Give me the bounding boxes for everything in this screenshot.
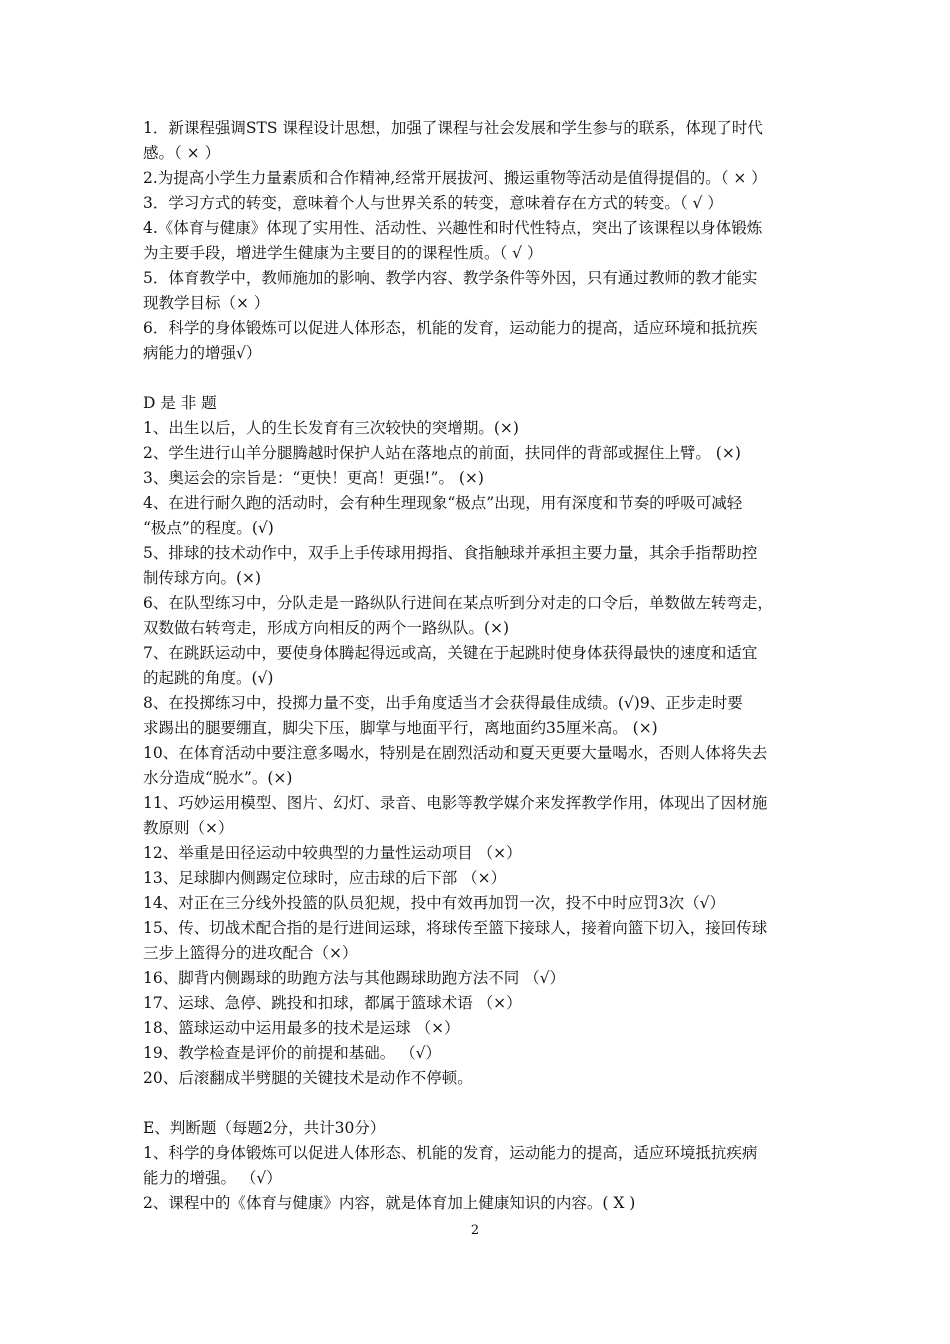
text-line: 12、举重是田径运动中较典型的力量性运动项目 （×） — [143, 844, 522, 862]
text-line: 10、在体育活动中要注意多喝水，特别是在剧烈活动和夏天更要大量喝水，否则人体将失去 — [143, 744, 768, 762]
text-line: 2、学生进行山羊分腿腾越时保护人站在落地点的前面，扶同伴的背部或握住上臂。 (×) — [143, 444, 741, 462]
text-line: 制传球方向。(×) — [143, 569, 262, 587]
text-line: 8、在投掷练习中，投掷力量不变，出手角度适当才会获得最佳成绩。(√)9、正步走时要 — [143, 694, 743, 712]
text-line: 15、传、切战术配合指的是行进间运球，将球传至篮下接球人，接着向篮下切入，接回传球 — [143, 919, 768, 937]
text-line: 2.为提高小学生力量素质和合作精神,经常开展拔河、搬运重物等活动是值得提倡的。（ × ） — [143, 169, 767, 187]
text-line: 的起跳的角度。(√) — [143, 669, 274, 687]
section-e — [143, 1116, 813, 1216]
text-line: 教原则（×） — [143, 819, 234, 837]
text-line: 19、教学检查是评价的前提和基础。 （√） — [143, 1044, 442, 1062]
text-line: 1、出生以后，人的生长发育有三次较快的突增期。(×) — [143, 419, 519, 437]
text-line: 4、在进行耐久跑的活动时，会有种生理现象“极点”出现，用有深度和节奏的呼吸可减轻 — [143, 494, 743, 512]
text-line: 14、对正在三分线外投篮的队员犯规，投中有效再加罚一次，投不中时应罚3次（√） — [143, 894, 725, 912]
text-line: 现教学目标（× ） — [143, 294, 270, 312]
text-line: 20、后滚翻成半劈腿的关键技术是动作不停顿。 — [143, 1069, 473, 1087]
text-line: 18、篮球运动中运用最多的技术是运球 （×） — [143, 1019, 460, 1037]
document-body — [143, 116, 813, 1216]
text-line: 7、在跳跃运动中，要使身体腾起得远或高，关键在于起跳时使身体获得最快的速度和适宜 — [143, 644, 758, 662]
text-line: 双数做右转弯走，形成方向相反的两个一路纵队。(×) — [143, 619, 510, 637]
text-line: 6、在队型练习中，分队走是一路纵队行进间在某点听到分对走的口令后，单数做左转弯走， — [143, 594, 773, 612]
text-line: 16、脚背内侧踢球的助跑方法与其他踢球助跑方法不同 （√） — [143, 969, 566, 987]
text-line: 11、巧妙运用模型、图片、幻灯、录音、电影等教学媒介来发挥教学作用，体现出了因材施 — [143, 794, 768, 812]
text-line: 1．新课程强调STS 课程设计思想，加强了课程与社会发展和学生参与的联系，体现了时代 — [143, 119, 763, 137]
text-line: “极点”的程度。(√) — [143, 519, 274, 537]
text-line: 5．体育教学中，教师施加的影响、教学内容、教学条件等外因，只有通过教师的教才能实 — [143, 269, 758, 287]
text-line: 6．科学的身体锻炼可以促进人体形态，机能的发育，运动能力的提高，适应环境和抵抗疾 — [143, 319, 758, 337]
text-line: 3．学习方式的转变，意味着个人与世界关系的转变，意味着存在方式的转变。（ √ ） — [143, 194, 723, 212]
text-line: 三步上篮得分的进攻配合（×） — [143, 944, 358, 962]
section-heading: D 是 非 题 — [143, 394, 217, 412]
section-spacer — [143, 1091, 813, 1116]
text-line: 能力的增强。 （√） — [143, 1169, 282, 1187]
section-heading: E、判断题（每题2分，共计30分） — [143, 1119, 386, 1137]
text-line: 13、足球脚内侧踢定位球时，应击球的后下部 （×） — [143, 869, 507, 887]
text-line: 1、科学的身体锻炼可以促进人体形态、机能的发育，运动能力的提高，适应环境抵抗疾病 — [143, 1144, 758, 1162]
text-line: 5、排球的技术动作中，双手上手传球用拇指、食指触球并承担主要力量，其余手指帮助控 — [143, 544, 758, 562]
section-1-items — [143, 116, 813, 366]
section-d — [143, 391, 813, 1091]
text-line: 感。（ × ） — [143, 144, 221, 162]
text-line: 4.《体育与健康》体现了实用性、活动性、兴趣性和时代性特点，突出了该课程以身体锻炼 — [143, 219, 763, 237]
text-line: 病能力的增强√） — [143, 344, 262, 362]
text-line: 水分造成“脱水”。(×) — [143, 769, 293, 787]
text-line: 为主要手段，增进学生健康为主要目的的课程性质。（ √ ） — [143, 244, 543, 262]
text-line: 17、运球、急停、跳投和扣球，都属于篮球术语 （×） — [143, 994, 522, 1012]
text-line: 3、奥运会的宗旨是：“更快！更高！更强!”。 (×) — [143, 469, 484, 487]
section-spacer — [143, 366, 813, 391]
text-line: 2、课程中的《体育与健康》内容，就是体育加上健康知识的内容。( X ) — [143, 1194, 636, 1212]
page-number: 2 — [470, 1223, 480, 1238]
text-line: 求踢出的腿要绷直，脚尖下压，脚掌与地面平行，离地面约35厘米高。 (×) — [143, 719, 658, 737]
